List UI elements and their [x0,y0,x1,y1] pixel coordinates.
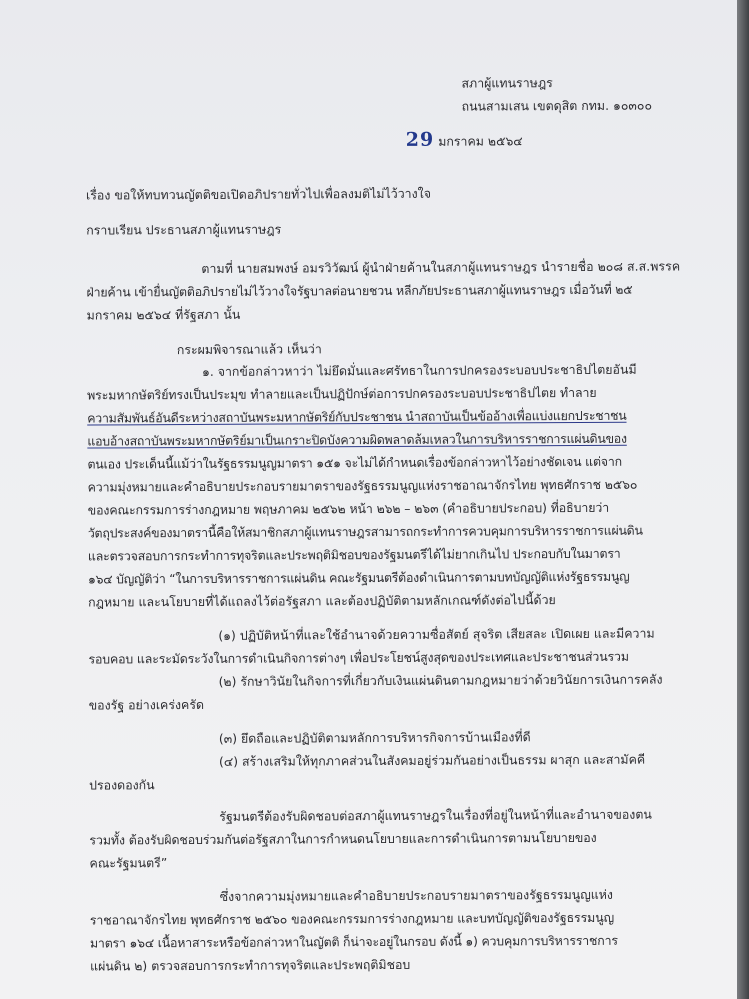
text-line: คณะรัฐมนตรี” [89,855,168,871]
header-address: ถนนสามเสน เขตดุสิต กทม. ๑๐๓๐๐ [461,97,653,114]
text-line: วัตถุประสงค์ของมาตรานี้คือให้สมาชิกสภาผู้แทนราษฎรสามารถกระทำการควบคุมการบริหารราชการแผ่นดิน [87,522,643,541]
text-line: (๒) รักษาวินัยในกิจการที่เกี่ยวกับเงินแผ่นดินตามกฎหมายว่าด้วยวินัยการเงินการคลัง [218,671,663,689]
text-line: ฝ่ายค้าน เข้ายื่นญัตติอภิปรายไม่ไว้วางใจรัฐบาลต่อนายชวน หลีกภัยประธานสภาผู้แทนราษฎร เมื่อวันที่ ๒๕ [86,281,633,300]
page-edge-shadow [737,0,749,999]
subject-line: เรื่อง ขอให้ทบทวนญัตติขอเปิดอภิปรายทั่วไปเพื่อลงมติไม่ไว้วางใจ [85,185,431,203]
text-line: พระมหากษัตริย์ทรงเป็นประมุข ทำลายและเป็นปฏิปักษ์ต่อการปกครองระบอบประชาธิปไตย ทำลาย [87,384,597,403]
text-line: รัฐมนตรีต้องรับผิดชอบต่อสภาผู้แทนราษฎรในเรื่องที่อยู่ในหน้าที่และอำนาจของตน [219,806,652,824]
text-line: (๔) สร้างเสริมให้ทุกภาคส่วนในสังคมอยู่ร่วมกันอย่างเป็นธรรม ผาสุก และสามัคคี [218,751,646,769]
text-line: ๑๖๔ บัญญัติว่า “ในการบริหารราชการแผ่นดิน คณะรัฐมนตรีต้องดำเนินการตามบทบัญญัติแห่งรัฐธรรมนูญ [87,568,630,587]
handwritten-date-day: 29 [405,128,435,151]
text-line: ของคณะกรรมการร่างกฎหมาย พฤษภาคม ๒๕๖๒ หน้า ๒๖๒ – ๒๖๓ (คำอธิบายประกอบ) ที่อธิบายว่า [87,499,610,518]
text-line: มกราคม ๒๕๖๔ ที่รัฐสภา นั้น [86,306,241,323]
text-line: รวมทั้ง ต้องรับผิดชอบร่วมกันต่อรัฐสภาในการกำหนดนโยบายและการดำเนินการตามนโยบายของ [89,829,597,848]
text-line: รอบคอบ และระมัดระวังในการดำเนินกิจการต่างๆ เพื่อประโยชน์สูงสุดของประเทศและประชาชนส่วนรวม [88,648,629,667]
text-line: ความมุ่งหมายและคำอธิบายประกอบรายมาตราของรัฐธรรมนูญแห่งราชอาณาจักรไทย พุทธศักราช ๒๕๖๐ [87,476,638,495]
underlined-text-line: แอบอ้างสถาบันพระมหากษัตริย์มาเป็นเกราะปิดบังความผิดพลาดล้มเหลวในการบริหารราชการแผ่นดินของ [87,430,627,449]
text-line: แผ่นดิน ๒) ตรวจสอบการกระทำการทุจริตและประพฤติมิชอบ [90,956,411,974]
underlined-text-line: ความสัมพันธ์อันดีระหว่างสถาบันพระมหากษัตริย์กับประชาชน นำสถาบันเป็นข้ออ้างเพื่อแบ่งแยกประชาชน [87,407,627,426]
text-line: ปรองดองกัน [89,777,155,793]
text-line: ซึ่งจากความมุ่งหมายและคำอธิบายประกอบรายมาตราของรัฐธรรมนูญแห่ง [219,886,613,904]
text-line: กฎหมาย และนโยบายที่ได้แถลงไว้ต่อรัฐสภา และต้องปฏิบัติตามหลักเกณฑ์ดังต่อไปนี้ด้วย [88,592,556,610]
text-line: มาตรา ๑๖๔ เนื้อหาสาระหรือข้อกล่าวหาในญัตติ ก็น่าจะอยู่ในกรอบ ดังนี้ ๑) ควบคุมการบริหารราชการ [89,932,618,951]
text-line: ตามที่ นายสมพงษ์ อมรวิวัฒน์ ผู้นำฝ่ายค้านในสภาผู้แทนราษฎร นำรายชื่อ ๒๐๘ ส.ส.พรรค [201,258,681,276]
text-line: ตนเอง ประเด็นนี้แม้ว่าในรัฐธรรมนูญมาตรา ๑๕๑ จะไม่ได้กำหนดเรื่องข้อกล่าวหาไว้อย่างชัดเจน แต่จาก [87,453,622,472]
addressee-line: กราบเรียน ประธานสภาผู้แทนราษฎร [86,221,282,238]
text-line: ของรัฐ อย่างเคร่งครัด [88,696,205,713]
header-org: สภาผู้แทนราษฎร [461,75,553,91]
text-line: ๑. จากข้อกล่าวหาว่า ไม่ยึดมั่นและศรัทธาในการปกครองระบอบประชาธิปไตยอันมี [201,361,637,379]
letter-date [406,129,523,152]
text-line: (๓) ยึดถือและปฏิบัติตามหลักการบริหารกิจการบ้านเมืองที่ดี [218,729,531,746]
text-line: กระผมพิจารณาแล้ว เห็นว่า [176,341,322,358]
text-line: (๑) ปฏิบัติหน้าที่และใช้อำนาจด้วยความซื่อสัตย์ สุจริต เสียสละ เปิดเผย และมีความ [218,625,655,643]
text-line: และตรวจสอบการกระทำการทุจริตและประพฤติมิชอบของรัฐมนตรีได้ไม่ยากเกินไป ประกอบกับในมาตรา [87,545,621,564]
date-month-year: มกราคม ๒๕๖๔ [438,133,523,149]
text-line: ราชอาณาจักรไทย พุทธศักราช ๒๕๖๐ ของคณะกรรมการร่างกฎหมาย และบทบัญญัติของรัฐธรรมนูญ [89,909,615,928]
